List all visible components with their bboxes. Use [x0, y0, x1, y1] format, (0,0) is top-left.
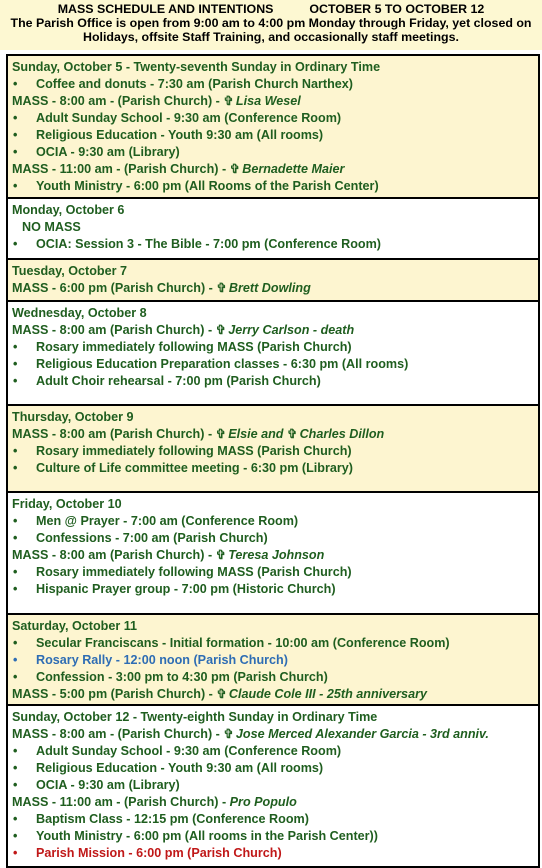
day-heading: Sunday, October 5 - Twenty-seventh Sunday in Ordinary Time	[12, 60, 381, 74]
event-text: OCIA - 9:30 am (Library)	[36, 145, 180, 159]
mass-text: MASS - 8:00 am - (Parish Church) -	[12, 727, 224, 741]
event-text: OCIA: Session 3 - The Bible - 7:00 pm (Conference Room)	[36, 237, 381, 251]
mass-line	[12, 93, 534, 110]
event-item	[12, 652, 534, 669]
event-text: Hispanic Prayer group - 7:00 pm (Historic Church)	[36, 582, 336, 596]
day-block	[8, 260, 538, 302]
bullet-icon: •	[13, 145, 18, 159]
event-text: Youth Ministry - 6:00 pm (All Rooms of the Parish Center)	[36, 179, 379, 193]
event-text: Rosary immediately following MASS (Parish Church)	[36, 565, 352, 579]
day-block	[8, 302, 538, 406]
event-item	[12, 339, 534, 356]
event-item	[12, 635, 534, 652]
bullet-icon: •	[13, 531, 18, 545]
event-item	[12, 743, 534, 760]
event-item	[12, 669, 534, 686]
bullet-icon: •	[13, 179, 18, 193]
cross-icon: ✞	[223, 727, 234, 741]
event-item	[12, 828, 534, 845]
mass-intention: Elsie and	[228, 427, 287, 441]
bullet-icon: •	[13, 374, 18, 388]
day-block	[8, 56, 538, 199]
mass-intention: Lisa Wesel	[235, 94, 301, 108]
event-text: Rosary Rally - 12:00 noon (Parish Church)	[36, 653, 288, 667]
mass-intention: Pro Populo	[229, 795, 297, 809]
cross-icon: ✞	[287, 427, 298, 441]
bullet-icon: •	[13, 846, 18, 860]
event-text: Confessions - 7:00 am (Parish Church)	[36, 531, 268, 545]
mass-text: MASS - 8:00 am (Parish Church) -	[12, 548, 216, 562]
office-hours-line-2: Holidays, offsite Staff Training, and occasionally staff meetings.	[83, 30, 459, 44]
event-item	[12, 564, 534, 581]
event-text: Secular Franciscans - Initial formation - 10:00 am (Conference Room)	[36, 636, 450, 650]
day-block	[8, 406, 538, 493]
mass-text: MASS - 8:00 am (Parish Church) -	[12, 427, 216, 441]
bullet-icon: •	[13, 829, 18, 843]
day-heading: Tuesday, October 7	[12, 264, 128, 278]
mass-intention: Claude Cole III - 25th anniversary	[228, 687, 427, 701]
bullet-icon: •	[13, 237, 18, 251]
cross-icon: ✞	[216, 687, 227, 701]
event-item	[12, 530, 534, 547]
mass-intention: Jerry Carlson - death	[228, 323, 355, 337]
event-item	[12, 144, 534, 161]
event-item	[12, 356, 534, 373]
event-text: Parish Mission - 6:00 pm (Parish Church)	[36, 846, 282, 860]
mass-text: MASS - 8:00 am - (Parish Church) -	[12, 94, 224, 108]
day-heading: Monday, October 6	[12, 203, 125, 217]
event-item	[12, 581, 534, 598]
mass-intention: Bernadette Maier	[242, 162, 345, 176]
bullet-icon: •	[13, 444, 18, 458]
event-text: Coffee and donuts - 7:30 am (Parish Church Narthex)	[36, 77, 353, 91]
bullet-icon: •	[13, 461, 18, 475]
event-text: Confession - 3:00 pm to 4:30 pm (Parish Church)	[36, 670, 328, 684]
event-item	[12, 76, 534, 93]
cross-icon: ✞	[215, 548, 227, 562]
day-block	[8, 706, 538, 866]
event-item	[12, 513, 534, 530]
bullet-icon: •	[13, 77, 18, 91]
event-text: OCIA - 9:30 am (Library)	[36, 778, 180, 792]
event-text: Youth Ministry - 6:00 pm (All rooms in the Parish Center))	[36, 829, 378, 843]
mass-text: MASS - 11:00 am - (Parish Church) -	[12, 795, 230, 809]
event-text: Rosary immediately following MASS (Parish Church)	[36, 340, 352, 354]
cross-icon: ✞	[229, 162, 241, 176]
event-item	[12, 236, 534, 253]
event-item	[12, 845, 534, 862]
cross-icon: ✞	[216, 281, 227, 295]
schedule-title: MASS SCHEDULE AND INTENTIONS	[57, 2, 274, 16]
mass-intention: Charles Dillon	[299, 427, 385, 441]
event-item	[12, 110, 534, 127]
cross-icon: ✞	[223, 94, 234, 108]
event-item	[12, 443, 534, 460]
mass-text: MASS - 6:00 pm (Parish Church) -	[12, 281, 217, 295]
event-item	[12, 460, 534, 477]
day-block	[8, 199, 538, 260]
mass-text: MASS - 8:00 am (Parish Church) -	[12, 323, 216, 337]
no-mass-note: NO MASS	[22, 220, 81, 234]
mass-line	[12, 686, 534, 703]
event-text: Men @ Prayer - 7:00 am (Conference Room)	[36, 514, 299, 528]
office-hours-line-1: The Parish Office is open from 9:00 am to 4:00 pm Monday through Friday, yet closed on	[10, 16, 532, 30]
mass-intention: Jose Merced Alexander Garcia - 3rd anniv.	[235, 727, 489, 741]
mass-line	[12, 726, 534, 743]
bullet-icon: •	[13, 514, 18, 528]
day-heading: Wednesday, October 8	[12, 306, 147, 320]
bullet-icon: •	[13, 653, 18, 667]
mass-line	[12, 161, 534, 178]
day-heading: Thursday, October 9	[12, 410, 134, 424]
header-title-row	[2, 2, 540, 16]
mass-text: MASS - 5:00 pm (Parish Church) -	[12, 687, 217, 701]
bullet-icon: •	[13, 636, 18, 650]
day-heading: Sunday, October 12 - Twenty-eighth Sunday in Ordinary Time	[12, 710, 378, 724]
mass-intention: Teresa Johnson	[228, 548, 325, 562]
cross-icon: ✞	[215, 427, 227, 441]
schedule-dates: OCTOBER 5 TO OCTOBER 12	[309, 2, 485, 16]
event-text: Baptism Class - 12:15 pm (Conference Room)	[36, 812, 309, 826]
day-block	[8, 493, 538, 615]
event-item	[12, 178, 534, 195]
mass-line	[12, 322, 534, 339]
mass-line	[12, 426, 534, 443]
bullet-icon: •	[13, 761, 18, 775]
day-heading: Saturday, October 11	[12, 619, 138, 633]
day-block	[8, 615, 538, 706]
event-text: Adult Choir rehearsal - 7:00 pm (Parish Church)	[36, 374, 321, 388]
event-item	[12, 373, 534, 390]
schedule-table	[6, 54, 540, 868]
mass-line	[12, 280, 534, 297]
event-item	[12, 777, 534, 794]
schedule-header	[0, 0, 542, 50]
bullet-icon: •	[13, 128, 18, 142]
mass-line	[12, 547, 534, 564]
mass-text: MASS - 11:00 am - (Parish Church) -	[12, 162, 230, 176]
mass-intention: Brett Dowling	[228, 281, 311, 295]
cross-icon: ✞	[215, 323, 227, 337]
event-text: Adult Sunday School - 9:30 am (Conference Room)	[36, 111, 342, 125]
event-text: Culture of Life committee meeting - 6:30 pm (Library)	[36, 461, 353, 475]
bullet-icon: •	[13, 778, 18, 792]
event-text: Adult Sunday School - 9:30 am (Conference Room)	[36, 744, 342, 758]
event-text: Religious Education - Youth 9:30 am (All rooms)	[36, 761, 324, 775]
bullet-icon: •	[13, 670, 18, 684]
event-text: Religious Education Preparation classes - 6:30 pm (All rooms)	[36, 357, 409, 371]
bullet-icon: •	[13, 812, 18, 826]
event-item	[12, 760, 534, 777]
event-item	[12, 811, 534, 828]
bullet-icon: •	[13, 340, 18, 354]
day-heading: Friday, October 10	[12, 497, 122, 511]
event-text: Rosary immediately following MASS (Parish Church)	[36, 444, 352, 458]
event-text: Religious Education - Youth 9:30 am (All rooms)	[36, 128, 324, 142]
event-item	[12, 127, 534, 144]
bullet-icon: •	[13, 582, 18, 596]
bullet-icon: •	[13, 357, 18, 371]
bullet-icon: •	[13, 111, 18, 125]
bullet-icon: •	[13, 744, 18, 758]
bullet-icon: •	[13, 565, 18, 579]
mass-line	[12, 794, 534, 811]
